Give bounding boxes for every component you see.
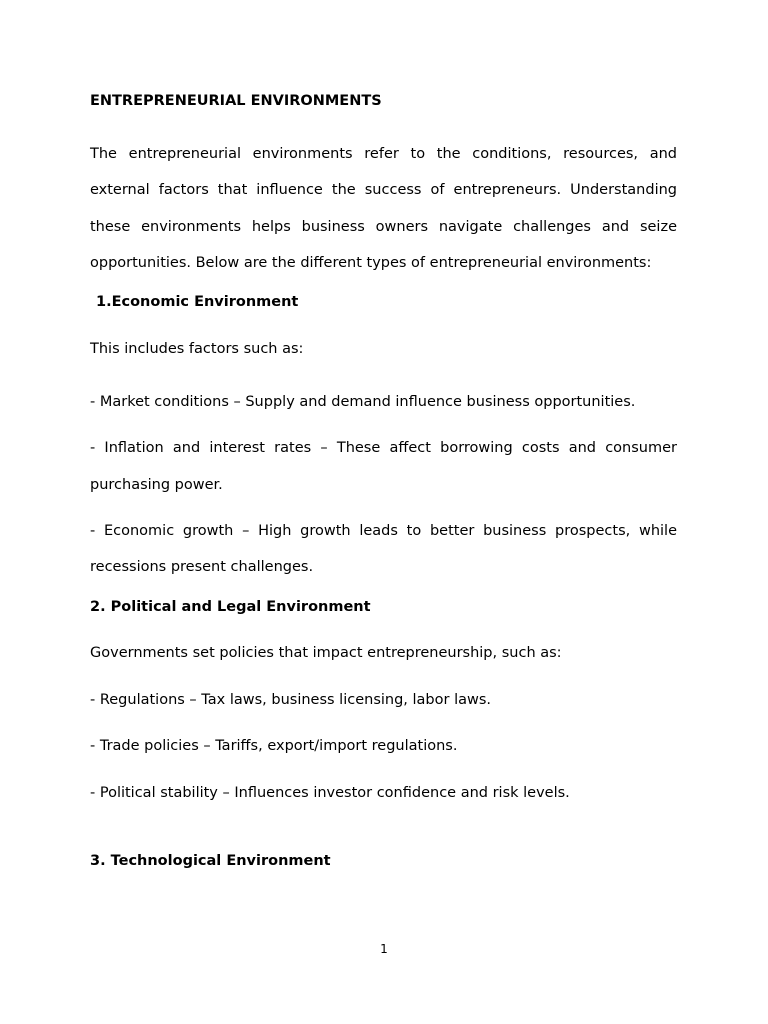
list-item: - Economic growth – High growth leads to better business prospects, while recessions present challenges. [90, 523, 677, 576]
document-title: ENTREPRENEURIAL ENVIRONMENTS [90, 93, 382, 109]
list-item: - Inflation and interest rates – These affect borrowing costs and consumer purchasing power. [90, 440, 677, 493]
section-heading-economic: 1.Economic Environment [96, 294, 299, 311]
section-lead-political-legal: Governments set policies that impact entrepreneurship, such as: [90, 645, 562, 662]
page-number: 1 [380, 942, 388, 956]
section-heading-political-legal: 2. Political and Legal Environment [90, 598, 371, 615]
section-heading-technological: 3. Technological Environment [90, 852, 331, 869]
document-body [90, 90, 677, 896]
list-item: - Trade policies – Tariffs, export/import regulations. [90, 738, 458, 755]
intro-paragraph: The entrepreneurial environments refer to the conditions, resources, and external factors that influence the success of entrepreneurs. Understanding these environments helps business owners navigate challenges and seize opportunities. Below are the different types of entrepreneurial environments: [90, 146, 677, 271]
list-item: - Regulations – Tax laws, business licensing, labor laws. [90, 691, 492, 708]
section-lead-economic: This includes factors such as: [90, 340, 304, 357]
list-item: - Market conditions – Supply and demand influence business opportunities. [90, 394, 636, 411]
list-item: - Political stability – Influences investor confidence and risk levels. [90, 784, 570, 801]
